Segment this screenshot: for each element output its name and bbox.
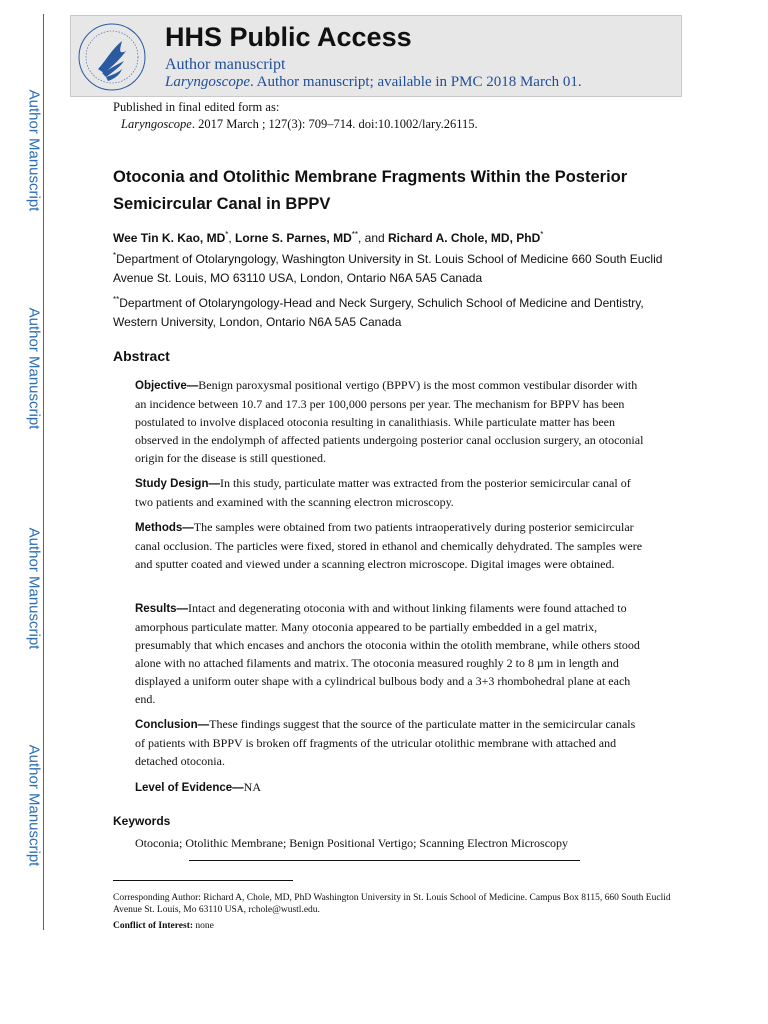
section-label: Objective—: [135, 380, 199, 392]
abstract-heading: Abstract: [113, 348, 170, 364]
affiliation-1: [113, 250, 673, 288]
author-mark: *: [225, 230, 229, 239]
section-divider: [189, 860, 580, 861]
author-manuscript-label: Author Manuscript: [25, 744, 43, 867]
banner-title: HHS Public Access: [165, 22, 412, 52]
abstract-level-of-evidence: [135, 778, 647, 797]
keywords-heading: Keywords: [113, 814, 171, 828]
author-name: Richard A. Chole, MD, PhD: [388, 231, 541, 245]
banner-subtitle: Author manuscript: [165, 56, 286, 73]
publication-citation: [113, 116, 478, 133]
abstract-methods: [135, 518, 647, 573]
section-text: Benign paroxysmal positional vertigo (BPPV) is the most common vestibular disorder with an incidence between 10.7 and 17.3 per 100,000 persons per year. The mechanism for BPPV has been postulated to involve displaced otoconia resulting in canalithiasis. While particulate matter has been observed in the endolymph of affected patients undergoing posterior canal occlusion surgery, an otoconial origin for the disease is still questioned.: [135, 378, 644, 465]
section-text: The samples were obtained from two patients intraoperatively during posterior semicircular canal occlusion. The particles were fixed, stored in ethanol and chemically dehydrated. The samples were and sputter coated and viewed under a scanning electron microscope. Digital images were obtained.: [135, 520, 643, 571]
section-label: Results—: [135, 603, 189, 615]
affiliation-mark: **: [113, 295, 120, 304]
publication-journal: Laryngoscope: [121, 117, 192, 131]
banner-availability-text: . Author manuscript; available in PMC 2018 March 01.: [250, 74, 582, 90]
banner-journal[interactable]: Laryngoscope: [165, 74, 250, 90]
banner-availability: [165, 74, 582, 91]
publication-intro: Published in final edited form as:: [113, 100, 280, 114]
conflict-of-interest: [113, 920, 673, 932]
article-title: Otoconia and Otolithic Membrane Fragments Within the Posterior Semicircular Canal in BPPV: [113, 168, 628, 213]
section-text: These findings suggest that the source of the particulate matter in the semicircular canals of patients with BPPV is broken off fragments of the utricular otolithic membrane with attached and detached otoconia.: [135, 717, 636, 768]
abstract-conclusion: [135, 715, 647, 770]
affiliation-text: Department of Otolaryngology, Washington University in St. Louis School of Medicine 660 South Euclid Avenue St. Louis, MO 63110 USA, London, Ontario N6A 5A5 Canada: [113, 252, 663, 285]
side-rule: [43, 14, 44, 930]
affiliation-2: [113, 294, 673, 332]
conflict-label: Conflict of Interest:: [113, 921, 194, 931]
section-label: Study Design—: [135, 478, 220, 490]
conflict-value: none: [193, 921, 214, 931]
section-label: Level of Evidence—: [135, 782, 244, 794]
section-text: In this study, particulate matter was extracted from the posterior semicircular canal of two patients and examined with the scanning electron microscopy.: [135, 476, 631, 509]
publication-citation-text: . 2017 March ; 127(3): 709–714. doi:10.1002/lary.26115.: [191, 117, 478, 131]
author-list: [113, 231, 673, 245]
author-mark: **: [351, 230, 358, 239]
abstract-objective: [135, 376, 647, 467]
publication-info: [113, 99, 478, 133]
author-manuscript-label: Author Manuscript: [25, 89, 43, 212]
section-label: Methods—: [135, 522, 194, 534]
section-text: Intact and degenerating otoconia with and without linking filaments were found attached to amorphous particulate matter. Many otoconia appeared to be partially embedded in a gel matrix, presumably that which encases and anchors the otoconia within the otolith membrane, while others stood alone with no attached filaments and matrix. The otoconia measured roughly 2 to 8 µm in length and displayed a uniform outer shape with a cylindrical bulbous body and a 3+3 rhombohedral plane at each end.: [135, 601, 640, 706]
affiliation-mark: *: [113, 251, 117, 260]
hhs-eagle-logo-icon: [76, 21, 148, 93]
abstract-results: [135, 599, 647, 708]
affiliation-text: Department of Otolaryngology-Head and Neck Surgery, Schulich School of Medicine and Dentistry, Western University, London, Ontario N6A 5A5 Canada: [113, 296, 644, 329]
footnote-divider: [113, 880, 293, 881]
corresponding-author: Corresponding Author: Richard A, Chole, MD, PhD Washington University in St. Louis School of Medicine. Campus Box 8115, 660 South Euclid Avenue St. Louis, Mo 63110 USA, rchole@wustl.edu.: [113, 893, 671, 915]
author-name: Wee Tin K. Kao, MD: [113, 231, 226, 245]
author-separator: , and: [357, 231, 389, 245]
author-manuscript-label: Author Manuscript: [25, 307, 43, 430]
author-name: Lorne S. Parnes, MD: [235, 231, 352, 245]
abstract-study-design: [135, 474, 647, 511]
section-label: Conclusion—: [135, 719, 210, 731]
author-separator: ,: [228, 231, 236, 245]
author-mark: *: [540, 230, 544, 239]
keywords-text: Otoconia; Otolithic Membrane; Benign Positional Vertigo; Scanning Electron Microscopy: [135, 836, 569, 850]
section-text: NA: [243, 780, 261, 794]
author-manuscript-label: Author Manuscript: [25, 527, 43, 650]
